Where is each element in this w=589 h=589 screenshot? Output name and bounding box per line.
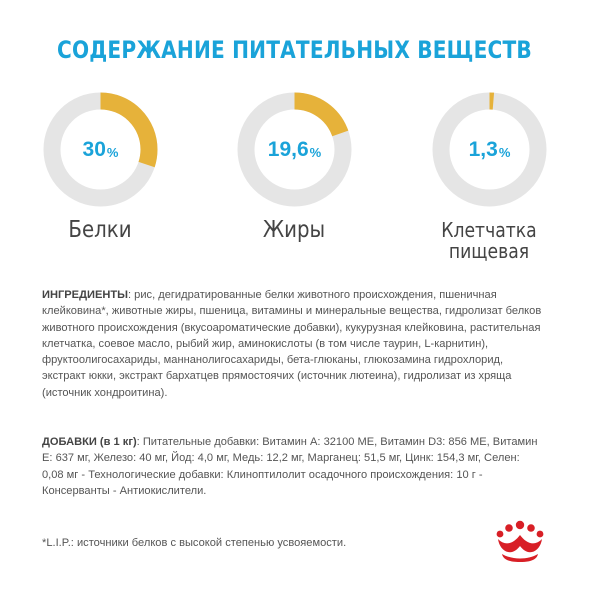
fat-percent <box>237 92 352 207</box>
page-title: СОДЕРЖАНИЕ ПИТАТЕЛЬНЫХ ВЕЩЕСТВ <box>57 36 532 64</box>
footnote: *L.I.P.: источники белков с высокой степенью усвояемости. <box>42 537 347 549</box>
additives-text: : Питательные добавки: Витамин A: 32100 МЕ, Витамин D3: 856 МЕ, Витамин E: 637 мг, Железо: 40 мг, Йод: 4,0 мг, Медь: 12,2 мг, Марганец: 51,5 мг, Цинк: 154,3 мг, Селен: 0,08 мг - Технологические добавки: Клиноптилолит осадочного происхождения: 10 г - Консерванты - Антиокислители. <box>42 436 538 497</box>
donut-chart-fiber <box>432 92 547 207</box>
fiber-label <box>420 220 558 262</box>
ingredients-text: : рис, дегидратированные белки животного происхождения, пшеничная клейковина*, животные жиры, пшеница, витамины и минеральные вещества, гидролизат белков животного происхождения (вкусоароматические добавки), кукурузная клейковина, растительная клетчатка, соевое масло, рыбий жир, аминокислоты (в том числе таурин, L-карнитин), фруктоолигосахариды, маннанолигосахариды, бета-глюканы, глюкозамина гидрохлорид, экстракт юкки, экстракт бархатцев прямостоячих (источник лютеина), гидролизат из хряща (источник хондроитина). <box>42 289 542 399</box>
ingredients-heading: ИНГРЕДИЕНТЫ <box>42 289 128 301</box>
fat-unit: % <box>309 145 322 160</box>
protein-unit: % <box>106 145 119 160</box>
fiber-label-line1: Клетчатка <box>441 218 537 242</box>
fiber-value: 1,3 <box>468 137 498 161</box>
donut-chart-protein <box>43 92 158 207</box>
additives-block <box>42 434 542 499</box>
fat-label: Жиры <box>262 217 326 243</box>
protein-label: Белки <box>68 217 132 243</box>
fat-value: 19,6 <box>267 137 309 161</box>
royal-canin-crown-icon <box>494 519 546 565</box>
fiber-unit: % <box>498 145 511 160</box>
fiber-percent <box>432 92 547 207</box>
additives-heading: ДОБАВКИ (в 1 кг) <box>42 436 137 448</box>
ingredients-block <box>42 287 542 401</box>
fiber-label-line2: пищевая <box>448 239 530 263</box>
donut-chart-fat <box>237 92 352 207</box>
protein-value: 30 <box>82 137 106 161</box>
protein-percent <box>43 92 158 207</box>
